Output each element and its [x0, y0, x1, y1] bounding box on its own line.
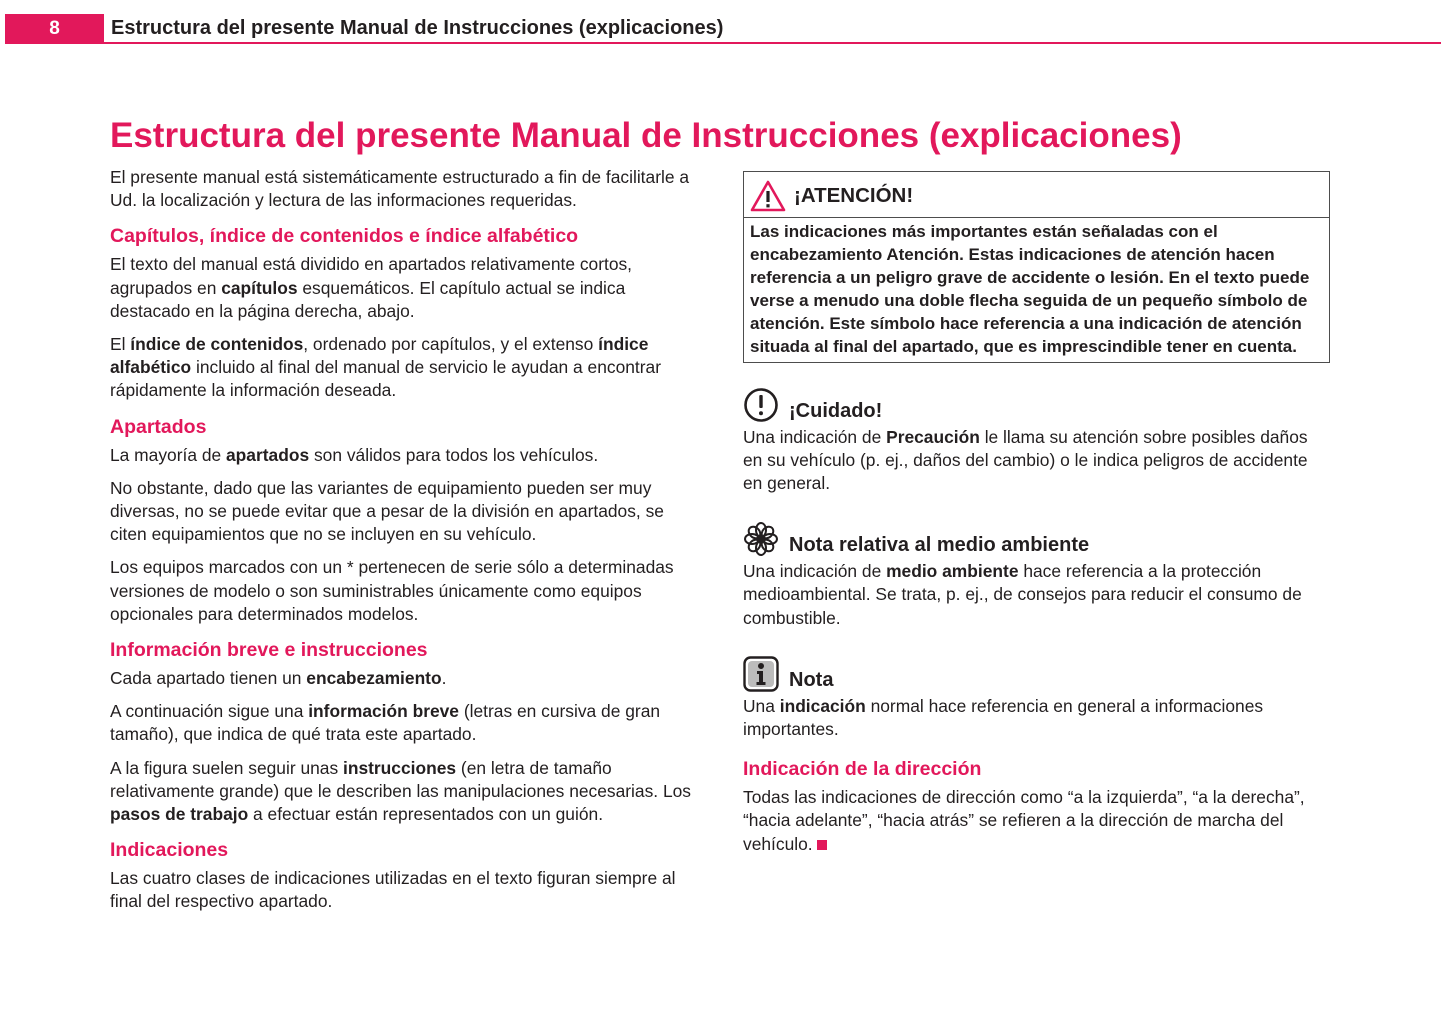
brief-info-paragraph-1: Cada apartado tienen un encabezamiento.: [110, 668, 447, 689]
left-column: [110, 166, 700, 924]
attention-box: [743, 171, 1330, 363]
environment-paragraph: Una indicación de medio ambiente hace referencia a la protección medioambiental. Se trata, p. ej., de consejos para reducir el consumo de combustible.: [743, 561, 1302, 628]
note-header: [743, 656, 1330, 692]
direction-paragraph: Todas las indicaciones de dirección como “a la izquierda”, “a la derecha”, “hacia adelante”, “hacia atrás” se refieren a la dirección de marcha del vehículo.: [743, 787, 1305, 854]
sections-paragraph-3: Los equipos marcados con un * pertenecen de serie sólo a determinadas versiones de modelo o son suministrables únicamente como equipos opcionales para determinados modelos.: [110, 557, 674, 624]
chapters-paragraph-2: El índice de contenidos, ordenado por capítulos, y el extenso índice alfabético incluido al final del manual de servicio le ayudan a encontrar rápidamente la información deseada.: [110, 334, 662, 401]
section-heading-direction: Indicación de la dirección: [743, 758, 982, 781]
indications-paragraph: Las cuatro clases de indicaciones utilizadas en el texto figuran siempre al final del respectivo apartado.: [110, 868, 676, 912]
brief-info-paragraph-3: A la figura suelen seguir unas instrucciones (en letra de tamaño relativamente grande) que le describen las manipulaciones necesarias. Los pasos de trabajo a efectuar están representados con un guión.: [110, 757, 691, 825]
page-number: 8: [5, 14, 104, 44]
brief-info-paragraph-2: A continuación sigue una información breve (letras en cursiva de gran tamaño), que indica de qué trata este apartado.: [110, 701, 661, 745]
right-column: [743, 166, 1330, 866]
page-title: Estructura del presente Manual de Instrucciones (explicaciones): [110, 116, 1182, 155]
attention-body: Las indicaciones más importantes están señaladas con el encabezamiento Atención. Estas indicaciones de atención hacen referencia a un peligro grave de accidente o lesión. En el texto puede verse a menudo una doble flecha seguida de un pequeño símbolo de atención. Este símbolo hace referencia a una indicación de atención situada al final del apartado, que es imprescindible tener en cuenta.: [750, 222, 1310, 357]
end-of-section-marker: [817, 840, 827, 850]
section-heading-brief-info: Información breve e instrucciones: [110, 639, 428, 662]
flower-icon: [743, 521, 779, 557]
caution-paragraph: Una indicación de Precaución le llama su atención sobre posibles daños en su vehículo (p. ej., daños del cambio) o le indica peligros de accidente en general.: [743, 426, 1308, 493]
sections-paragraph-1: La mayoría de apartados son válidos para todos los vehículos.: [110, 444, 599, 465]
intro-paragraph: El presente manual está sistemáticamente estructurado a fin de facilitarle a Ud. la localización y lectura de las informaciones requeridas.: [110, 167, 690, 211]
warning-triangle-icon: [750, 180, 786, 212]
attention-header: [744, 172, 1329, 218]
note-title: Nota: [789, 668, 834, 691]
running-header-title: Estructura del presente Manual de Instrucciones (explicaciones): [111, 17, 724, 39]
header-divider: [104, 42, 1441, 44]
note-paragraph: Una indicación normal hace referencia en general a informaciones importantes.: [743, 695, 1264, 739]
exclamation-circle-icon: [743, 387, 779, 423]
caution-title: ¡Cuidado!: [789, 399, 883, 422]
section-heading-indications: Indicaciones: [110, 839, 229, 862]
environment-title: Nota relativa al medio ambiente: [789, 534, 1090, 557]
sections-paragraph-2: No obstante, dado que las variantes de equipamiento pueden ser muy diversas, no se puede evitar que a pesar de la división en apartados, se citen equipamientos que no se incluyen en su vehículo.: [110, 477, 664, 545]
attention-title: ¡ATENCIÓN!: [794, 184, 914, 207]
info-icon: [743, 656, 779, 692]
chapters-paragraph-1: El texto del manual está dividido en apartados relativamente cortos, agrupados en capítulos esquemáticos. El capítulo actual se indica destacado en la página derecha, abajo.: [110, 254, 633, 321]
environment-header: [743, 521, 1330, 557]
caution-header: [743, 387, 1330, 423]
section-heading-sections: Apartados: [110, 415, 207, 438]
section-heading-chapters: Capítulos, índice de contenidos e índice alfabético: [110, 225, 579, 248]
